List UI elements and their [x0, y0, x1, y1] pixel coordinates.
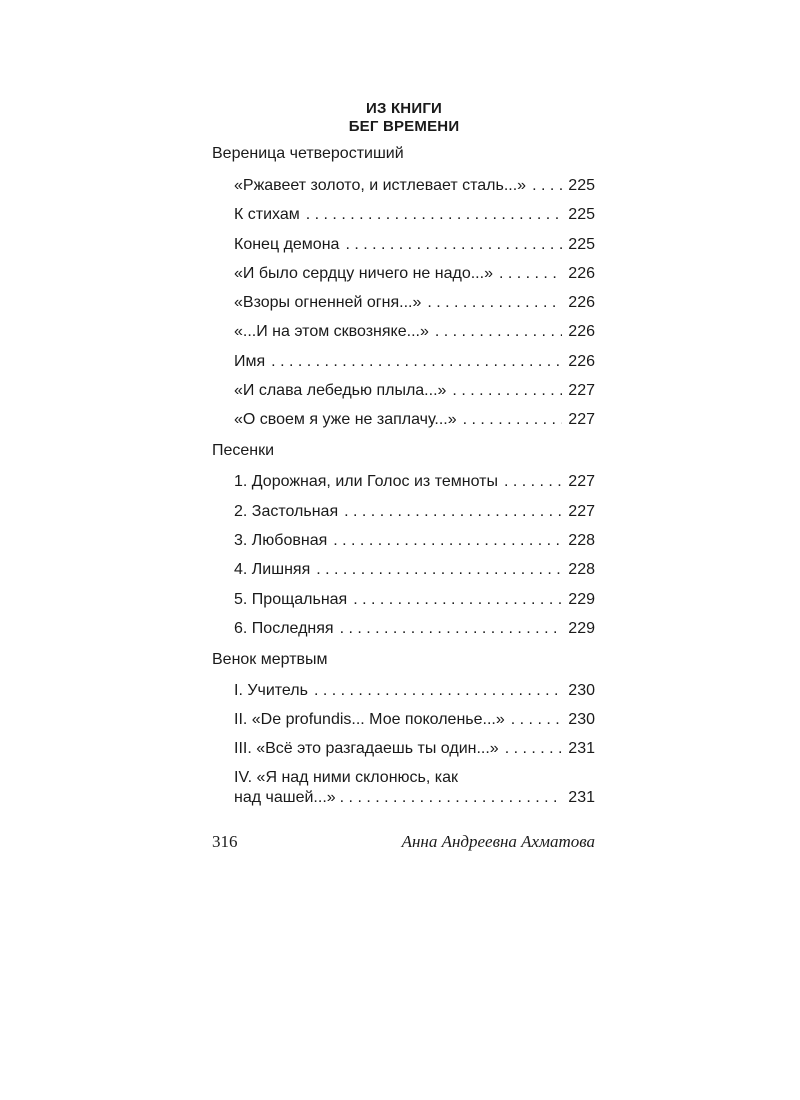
running-footer-author: Анна Андреевна Ахматова [401, 832, 595, 851]
toc-entry[interactable] [234, 619, 595, 639]
toc-entry[interactable] [234, 264, 595, 284]
toc-entry-title: «Взоры огненней огня...» [234, 294, 422, 311]
toc-entry-page: 225 [568, 236, 595, 253]
toc-entry[interactable] [234, 502, 595, 522]
book-heading-line1: ИЗ КНИГИ [366, 100, 442, 117]
dot-leader [499, 264, 562, 284]
dot-leader [505, 739, 563, 759]
dot-leader [306, 205, 563, 225]
toc-entry-page: 226 [568, 353, 595, 370]
dot-leader [344, 502, 562, 522]
toc-entry-title-line2: над чашей...» [234, 789, 336, 806]
section-title: Вереница четверостиший [212, 145, 404, 162]
toc-entry-title: Конец демона [234, 236, 340, 253]
dot-leader [504, 472, 562, 492]
toc-entry[interactable] [234, 352, 595, 372]
toc-entry-page: 227 [568, 382, 595, 399]
toc-entry-title: 1. Дорожная, или Голос из темноты [234, 473, 498, 490]
toc-entry-title: «...И на этом сквозняке...» [234, 323, 429, 340]
dot-leader [333, 531, 562, 551]
toc-entry[interactable] [234, 293, 595, 313]
toc-entry-title: Имя [234, 353, 266, 370]
toc-entry-page: 227 [568, 473, 595, 490]
toc-entry[interactable] [234, 322, 595, 342]
toc-entry-page: 229 [568, 591, 595, 608]
toc-entry[interactable] [234, 560, 595, 580]
page-number: 316 [212, 832, 238, 851]
toc-entry-page: 230 [568, 682, 595, 699]
dot-leader [314, 681, 562, 701]
toc-entry-line2 [234, 788, 595, 808]
toc-entry-title: I. Учитель [234, 682, 308, 699]
toc-entry[interactable] [234, 710, 595, 730]
toc-entry-page: 225 [568, 177, 595, 194]
dot-leader [511, 710, 563, 730]
toc-entry[interactable] [234, 205, 595, 225]
toc-entry-page: 226 [568, 294, 595, 311]
toc-entry-title: III. «Всё это разгадаешь ты один...» [234, 740, 499, 757]
dot-leader [427, 293, 562, 313]
toc-entry-title: II. «De profundis... Мое поколенье...» [234, 711, 505, 728]
toc-entry[interactable] [234, 410, 595, 430]
toc-entry[interactable] [234, 590, 595, 610]
toc-entry-page: 225 [568, 206, 595, 223]
dot-leader [532, 176, 562, 196]
toc-entry-title: «Ржавеет золото, и истлевает сталь...» [234, 177, 527, 194]
dot-leader [340, 619, 563, 639]
toc-entry-page: 227 [568, 411, 595, 428]
book-heading-line2: БЕГ ВРЕМЕНИ [348, 118, 460, 135]
dot-leader [353, 590, 562, 610]
dot-leader [340, 788, 563, 808]
toc-entry-title: 2. Застольная [234, 503, 339, 520]
toc-entry-title: 3. Любовная [234, 532, 328, 549]
toc-entry[interactable] [234, 768, 595, 808]
toc-entry-page: 228 [568, 532, 595, 549]
toc-entry-page: 229 [568, 620, 595, 637]
toc-entry-page: 226 [568, 323, 595, 340]
toc-entry[interactable] [234, 681, 595, 701]
dot-leader [463, 410, 563, 430]
toc-entry[interactable] [234, 381, 595, 401]
toc-entry-page: 231 [568, 740, 595, 757]
toc-entry-title: К стихам [234, 206, 300, 223]
dot-leader [271, 352, 562, 372]
section-title: Песенки [212, 442, 275, 459]
toc-entry-page: 227 [568, 503, 595, 520]
toc-entry[interactable] [234, 531, 595, 551]
section-title: Венок мертвым [212, 651, 328, 668]
toc-entry[interactable] [234, 739, 595, 759]
dot-leader [435, 322, 562, 342]
toc-entry-page: 226 [568, 265, 595, 282]
dot-leader [452, 381, 562, 401]
toc-entry-title: «И было сердцу ничего не надо...» [234, 265, 493, 282]
toc-entry[interactable] [234, 472, 595, 492]
toc-entry-title: «О своем я уже не заплачу...» [234, 411, 457, 428]
toc-entry-page: 230 [568, 711, 595, 728]
dot-leader [345, 235, 562, 255]
toc-entry-title: 6. Последняя [234, 620, 334, 637]
toc-entry-page: 228 [568, 561, 595, 578]
toc-entry-title-line1: IV. «Я над ними склонюсь, как [234, 769, 459, 786]
toc-entry-title: 5. Прощальная [234, 591, 348, 608]
toc-entry-page: 231 [568, 789, 595, 806]
toc-entry[interactable] [234, 235, 595, 255]
toc-entry[interactable] [234, 176, 595, 196]
toc-entry-title: «И слава лебедью плыла...» [234, 382, 447, 399]
dot-leader [316, 560, 562, 580]
toc-entry-title: 4. Лишняя [234, 561, 311, 578]
